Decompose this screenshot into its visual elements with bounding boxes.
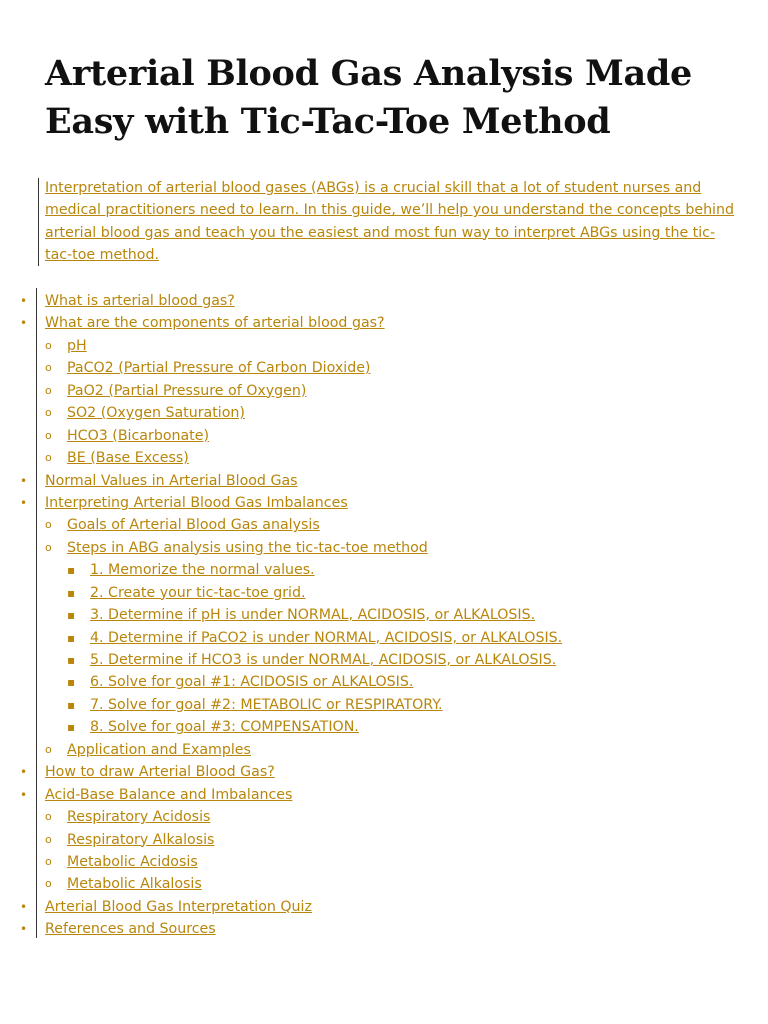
toc-bullet-icon: ▪	[67, 585, 76, 600]
toc-link[interactable]: pH	[67, 337, 87, 354]
toc-item[interactable]	[0, 761, 768, 783]
toc-item[interactable]	[0, 694, 768, 716]
intro-link[interactable]: Interpretation of arterial blood gases (ABGs) is a crucial skill that a lot of student nurses and medical practitioners need to learn. In this guide, we’ll help you understand the concepts behind arterial blood gas and teach you the easiest and most fun way to interpret ABGs using the tic-tac-toe method.	[45, 180, 735, 263]
toc-bullet-icon: o	[45, 742, 52, 756]
toc-bullet-icon: o	[45, 518, 52, 532]
toc-item[interactable]	[0, 447, 768, 469]
toc-item[interactable]	[0, 873, 768, 895]
toc-link[interactable]: SO2 (Oxygen Saturation)	[67, 405, 245, 422]
table-of-contents	[0, 290, 768, 941]
toc-item[interactable]	[0, 739, 768, 761]
toc-link[interactable]: Metabolic Alkalosis	[67, 876, 202, 893]
toc-bullet-icon: •	[20, 787, 28, 802]
toc-bullet-icon: •	[20, 899, 28, 914]
toc-bullet-icon: o	[45, 451, 52, 465]
toc-link[interactable]: 3. Determine if pH is under NORMAL, ACIDOSIS, or ALKALOSIS.	[90, 607, 536, 624]
toc-link[interactable]: How to draw Arterial Blood Gas?	[45, 764, 275, 781]
toc-link[interactable]: 6. Solve for goal #1: ACIDOSIS or ALKALOSIS.	[90, 674, 414, 691]
toc-item[interactable]	[0, 918, 768, 940]
toc-link[interactable]: 2. Create your tic-tac-toe grid.	[90, 584, 306, 601]
toc-bullet-icon: ▪	[67, 697, 76, 712]
toc-bullet-icon: ▪	[67, 720, 76, 735]
toc-bullet-icon: o	[45, 361, 52, 375]
toc-item[interactable]	[0, 829, 768, 851]
toc-link[interactable]: Normal Values in Arterial Blood Gas	[45, 472, 298, 489]
toc-item[interactable]	[0, 290, 768, 312]
toc-item[interactable]	[0, 716, 768, 738]
toc-bullet-icon: o	[45, 832, 52, 846]
toc-bullet-icon: ▪	[67, 563, 76, 578]
toc-bullet-icon: o	[45, 338, 52, 352]
toc-bullet-icon: o	[45, 854, 52, 868]
toc-bullet-icon: o	[45, 406, 52, 420]
toc-link[interactable]: Arterial Blood Gas Interpretation Quiz	[45, 898, 312, 915]
toc-bullet-icon: ▪	[67, 630, 76, 645]
toc-bullet-icon: •	[20, 765, 28, 780]
toc-item[interactable]	[0, 357, 768, 379]
toc-link[interactable]: HCO3 (Bicarbonate)	[67, 427, 210, 444]
toc-bullet-icon: •	[20, 922, 28, 937]
toc-bullet-icon: •	[20, 316, 28, 331]
toc-item[interactable]	[0, 514, 768, 536]
toc-link[interactable]: What is arterial blood gas?	[45, 293, 235, 309]
toc-link[interactable]: 5. Determine if HCO3 is under NORMAL, ACIDOSIS, or ALKALOSIS.	[90, 652, 557, 668]
toc-link[interactable]: PaCO2 (Partial Pressure of Carbon Dioxide)	[67, 360, 371, 377]
toc-item[interactable]	[0, 896, 768, 918]
toc-item[interactable]	[0, 492, 768, 514]
toc-bullet-icon: ▪	[67, 675, 76, 690]
toc-bullet-icon: ▪	[67, 608, 76, 623]
toc-link[interactable]: Interpreting Arterial Blood Gas Imbalances	[45, 494, 348, 511]
page-title: Arterial Blood Gas Analysis Made Easy with Tic-Tac-Toe Method	[45, 53, 692, 142]
toc-link[interactable]: BE (Base Excess)	[67, 450, 189, 467]
toc-bullet-icon: o	[45, 540, 52, 554]
toc-bullet-icon: o	[45, 877, 52, 891]
toc-link[interactable]: 8. Solve for goal #3: COMPENSATION.	[90, 719, 359, 736]
toc-item[interactable]	[0, 806, 768, 828]
toc-bullet-icon: •	[20, 495, 28, 510]
toc-bullet-icon: o	[45, 383, 52, 397]
intro-left-rule	[38, 178, 39, 266]
toc-link[interactable]: 4. Determine if PaCO2 is under NORMAL, ACIDOSIS, or ALKALOSIS.	[90, 629, 563, 646]
toc-link[interactable]: Steps in ABG analysis using the tic-tac-toe method	[67, 539, 428, 556]
toc-item[interactable]	[0, 335, 768, 357]
toc-link[interactable]: Goals of Arterial Blood Gas analysis	[67, 517, 320, 534]
toc-item[interactable]	[0, 425, 768, 447]
toc-item[interactable]	[0, 380, 768, 402]
toc-link[interactable]: Application and Examples	[67, 741, 251, 758]
toc-item[interactable]	[0, 627, 768, 649]
toc-link[interactable]: References and Sources	[45, 921, 216, 938]
toc-link[interactable]: 1. Memorize the normal values.	[90, 562, 315, 579]
toc-item[interactable]	[0, 559, 768, 581]
toc-link[interactable]: Respiratory Alkalosis	[67, 831, 215, 848]
toc-bullet-icon: •	[20, 294, 28, 308]
toc-item[interactable]	[0, 604, 768, 626]
toc-item[interactable]	[0, 784, 768, 806]
toc-item[interactable]	[0, 402, 768, 424]
toc-bullet-icon: ▪	[67, 653, 76, 667]
toc-link[interactable]: Metabolic Acidosis	[67, 853, 198, 870]
toc-link[interactable]: Respiratory Acidosis	[67, 809, 211, 826]
toc-bullet-icon: o	[45, 428, 52, 442]
toc-link[interactable]: PaO2 (Partial Pressure of Oxygen)	[67, 382, 307, 399]
toc-item[interactable]	[0, 470, 768, 492]
toc-link[interactable]: Acid-Base Balance and Imbalances	[45, 786, 293, 803]
toc-item[interactable]	[0, 671, 768, 693]
toc-link[interactable]: 7. Solve for goal #2: METABOLIC or RESPIRATORY.	[90, 696, 443, 713]
toc-item[interactable]	[0, 312, 768, 334]
toc-item[interactable]	[0, 537, 768, 559]
toc-item[interactable]	[0, 582, 768, 604]
toc-item[interactable]	[0, 649, 768, 671]
toc-bullet-icon: o	[45, 810, 52, 824]
toc-item[interactable]	[0, 851, 768, 873]
toc-bullet-icon: •	[20, 473, 28, 488]
toc-link[interactable]: What are the components of arterial blood gas?	[45, 315, 385, 332]
